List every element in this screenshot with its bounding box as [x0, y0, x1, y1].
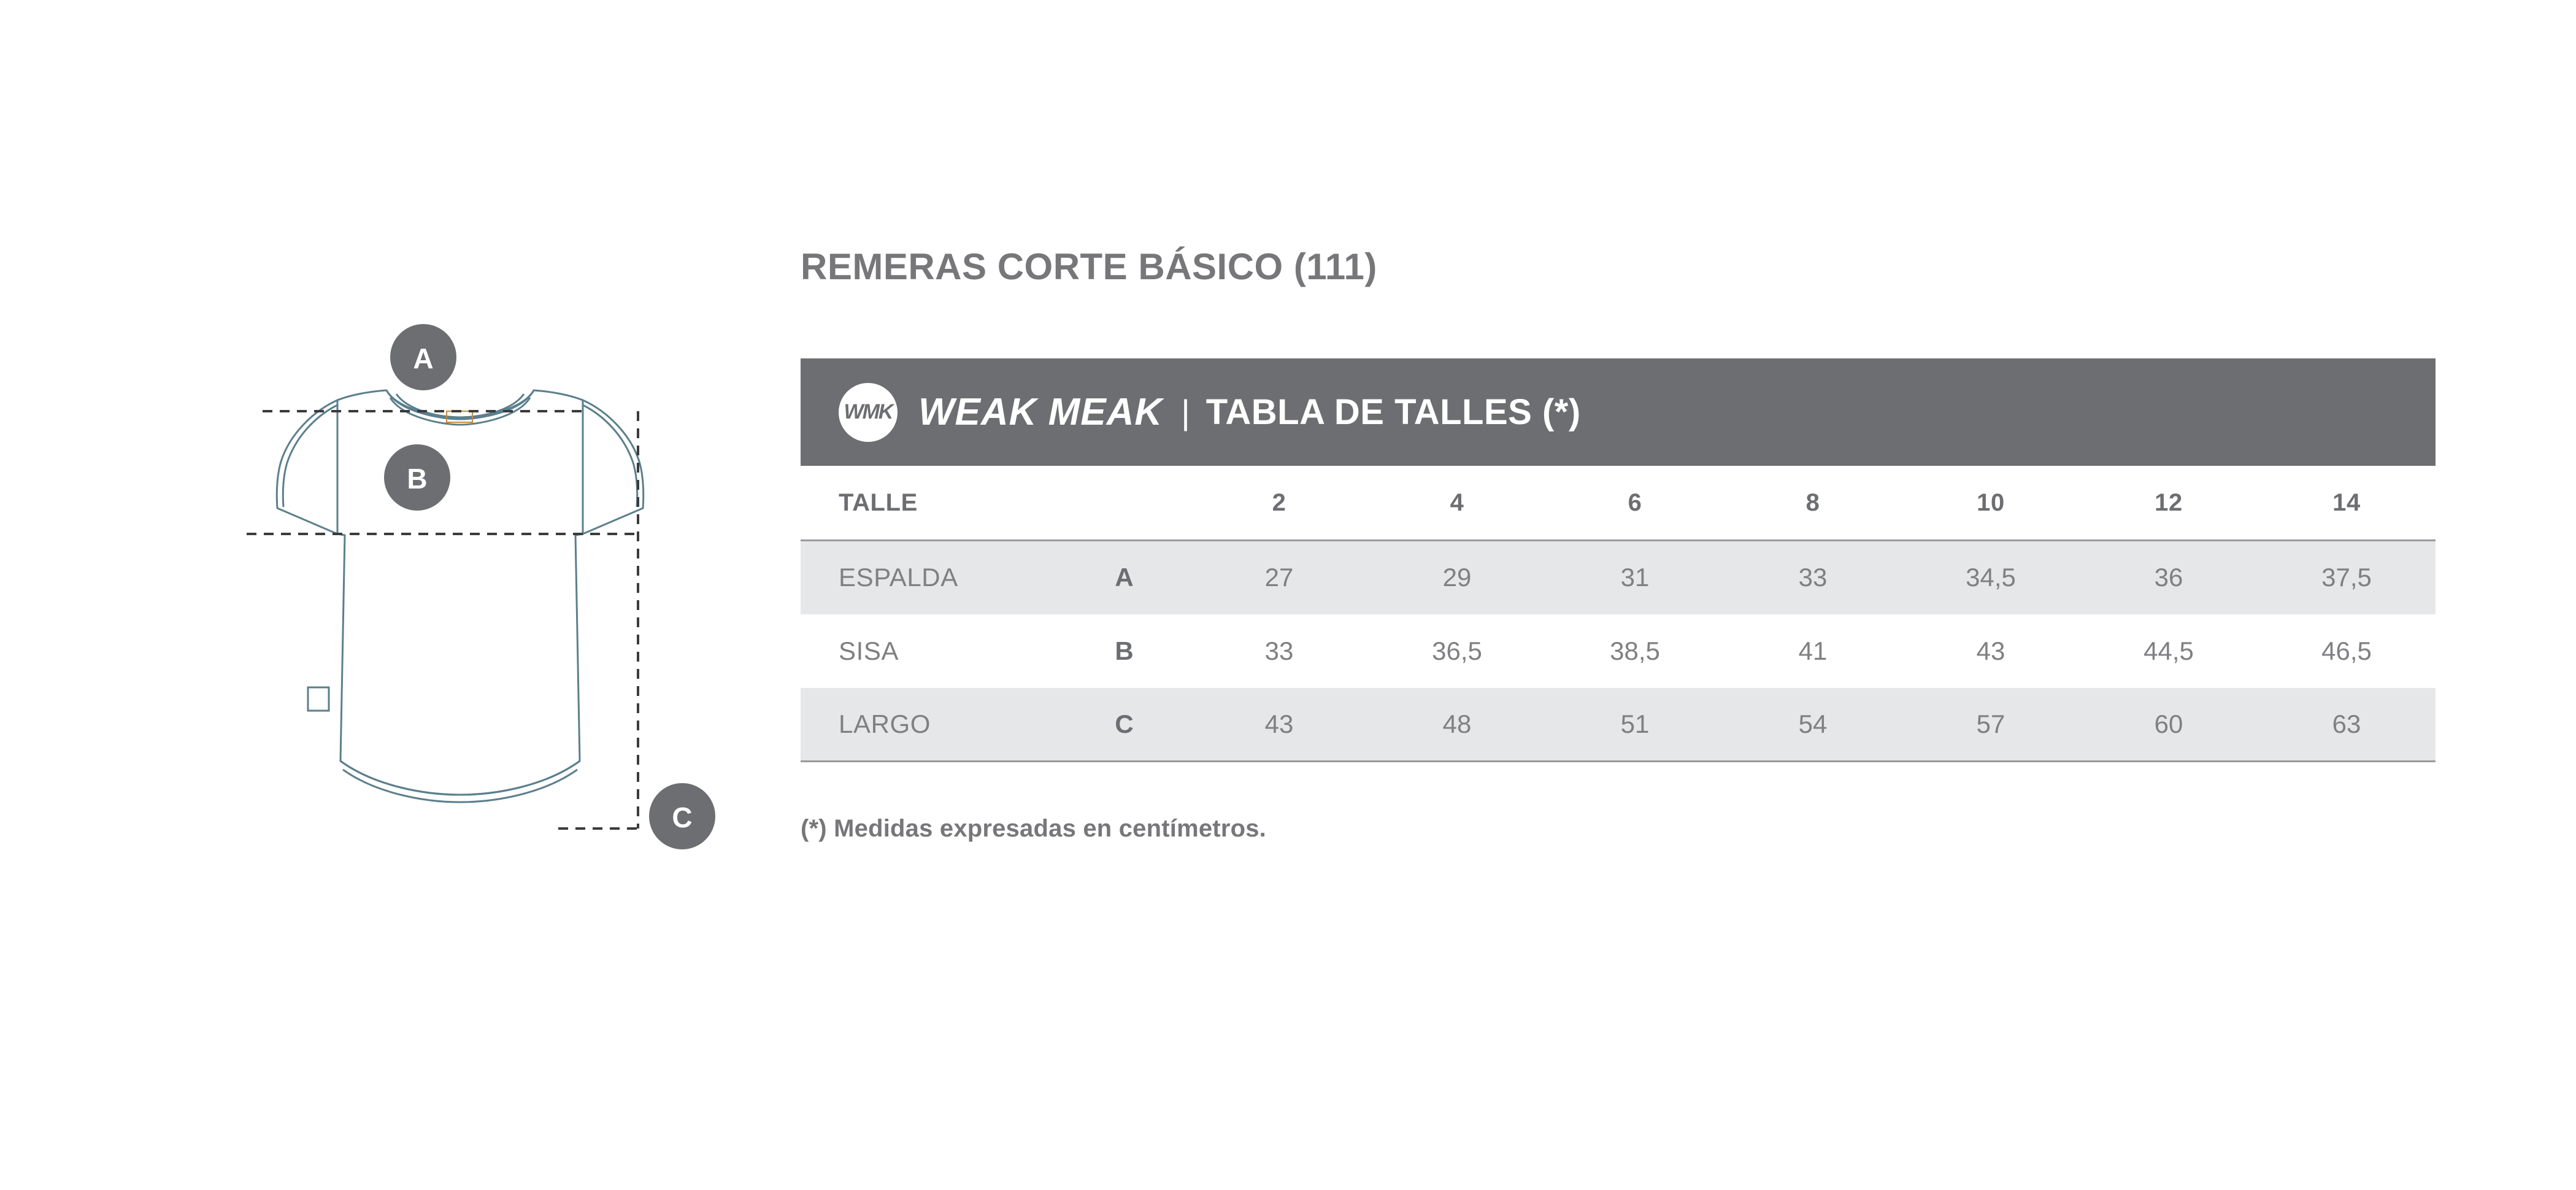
cell-sisa-4: 36,5 [1432, 636, 1482, 665]
badge-c [649, 783, 715, 849]
column-header-size-12: 12 [2080, 466, 2258, 541]
cell-espalda-4: 29 [1442, 563, 1472, 592]
brand-logo-text: WMK [844, 400, 893, 423]
cell-largo-8: 54 [1724, 688, 1902, 762]
cell-espalda-6: 31 [1620, 563, 1650, 592]
cell-sisa-12: 44,5 [2143, 636, 2194, 665]
table-row [801, 614, 2436, 688]
row-letter-largo: C [1058, 688, 1190, 762]
row-label-espalda: ESPALDA [839, 563, 958, 592]
footnote: (*) Medidas expresadas en centímetros. [801, 815, 1266, 842]
badge-a-label: A [413, 342, 434, 374]
brand-name: WEAK MEAK [918, 391, 1163, 433]
badge-b [384, 444, 450, 511]
cell-largo-2: 43 [1190, 688, 1368, 762]
badge-c-label: C [672, 802, 693, 833]
table-caption: TABLA DE TALLES (*) [1205, 392, 1581, 432]
cell-espalda-14: 37,5 [2321, 563, 2372, 592]
column-header-size-4: 4 [1368, 466, 1546, 541]
column-header-talle: TALLE [801, 466, 1058, 541]
badge-b-label: B [407, 463, 428, 495]
cell-sisa-8: 41 [1798, 636, 1828, 665]
column-header-size-2: 2 [1190, 466, 1368, 541]
cell-espalda-12: 36 [2154, 563, 2183, 592]
size-chart-content [801, 245, 2445, 843]
column-header-size-10: 10 [1902, 466, 2080, 541]
cell-largo-6: 51 [1546, 688, 1724, 762]
column-header-size-8: 8 [1724, 466, 1902, 541]
cell-espalda-2: 27 [1264, 563, 1294, 592]
row-letter-sisa: B [1115, 636, 1134, 665]
row-letter-espalda: A [1115, 563, 1134, 592]
cell-largo-14: 63 [2258, 688, 2436, 762]
cell-largo-4: 48 [1368, 688, 1546, 762]
cell-largo-10: 57 [1902, 688, 2080, 762]
row-label-largo: LARGO [801, 688, 1058, 762]
tshirt-outline [277, 390, 644, 802]
table-row [801, 541, 2436, 614]
garment-diagram [153, 319, 736, 970]
cell-espalda-8: 33 [1798, 563, 1828, 592]
badge-a [390, 324, 456, 390]
brand-logo-icon [839, 383, 898, 442]
table-header-bar [801, 358, 2436, 466]
size-table [801, 358, 2436, 762]
header-separator: | [1181, 393, 1190, 431]
table-row [801, 688, 2436, 762]
table-column-headers [801, 466, 2436, 541]
cell-sisa-6: 38,5 [1610, 636, 1660, 665]
cell-largo-12: 60 [2080, 688, 2258, 762]
cell-sisa-2: 33 [1264, 636, 1294, 665]
cell-sisa-10: 43 [1976, 636, 2005, 665]
column-header-size-6: 6 [1546, 466, 1724, 541]
cell-espalda-10: 34,5 [1966, 563, 2016, 592]
page-title: REMERAS CORTE BÁSICO (111) [801, 246, 1377, 287]
column-header-letter [1058, 466, 1190, 541]
column-header-size-14: 14 [2258, 466, 2436, 541]
row-label-sisa: SISA [839, 636, 899, 665]
cell-sisa-14: 46,5 [2321, 636, 2372, 665]
